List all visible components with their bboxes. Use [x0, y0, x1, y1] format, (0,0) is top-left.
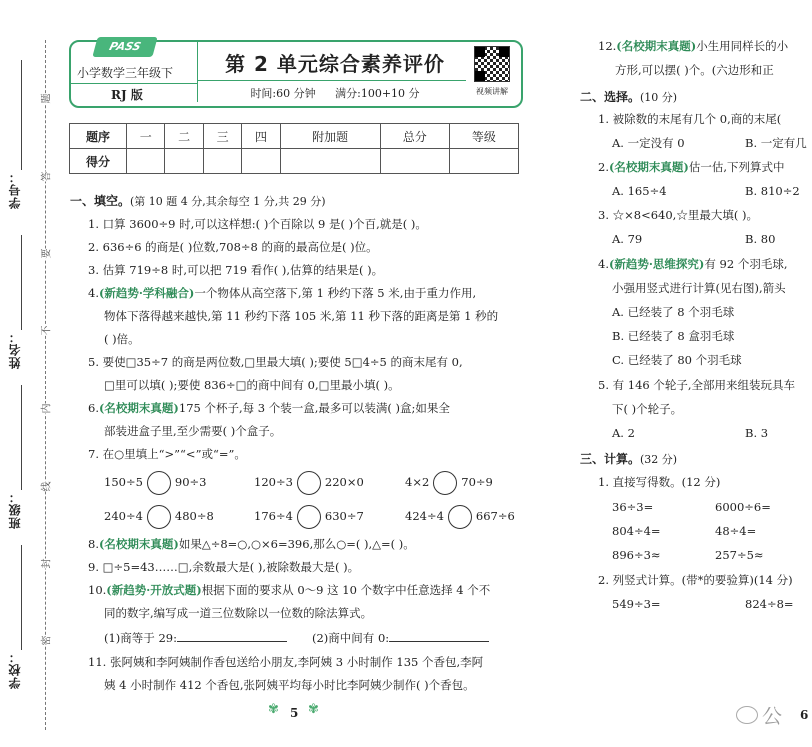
- compare-circle[interactable]: [433, 471, 457, 495]
- question-5-line: □里可以填( );要使 836÷□的商中间有 0,□里最小填( )。: [104, 378, 400, 392]
- compare-right: 630÷7: [324, 509, 364, 523]
- question-number: 6.: [88, 401, 99, 415]
- choice-option[interactable]: B. 一定有几: [745, 136, 807, 150]
- question-tag: (新趋势·思维探究): [608, 257, 705, 271]
- compare-left: 4×2: [405, 475, 430, 489]
- table-row: [70, 124, 519, 149]
- choice-option[interactable]: A. 165÷4: [612, 184, 667, 198]
- binding-char: 内: [37, 404, 54, 414]
- choice-question-4: [598, 256, 787, 272]
- section-heading: [70, 192, 326, 209]
- question-1: 1. 口算 3600÷9 时,可以这样想:( )个百除以 9 是( )个百,就是( )。: [88, 217, 427, 231]
- compare-item: [104, 505, 214, 529]
- choice-option[interactable]: A. 79: [612, 232, 643, 246]
- choice-option[interactable]: A. 2: [612, 426, 635, 440]
- exam-time: 时间:60 分钟: [250, 87, 316, 100]
- name-label: 姓名：: [8, 330, 22, 369]
- compare-circle[interactable]: [297, 505, 321, 529]
- wechat-watermark-icon: [736, 706, 758, 724]
- table-row: [70, 149, 519, 174]
- choice-question-1: 1. 被除数的末尾有几个 0,商的末尾(: [598, 112, 782, 126]
- table-cell: 附加题: [280, 124, 380, 149]
- table-cell: 题序: [70, 124, 127, 149]
- question-number: 12.: [598, 39, 617, 53]
- question-3: 3. 估算 719÷8 时,可以把 719 看作( ),估算的结果是( )。: [88, 263, 384, 277]
- binding-char: 线: [37, 482, 54, 492]
- qr-code-icon[interactable]: [474, 46, 510, 82]
- binding-margin: [0, 0, 62, 747]
- version-text: RJ 版: [111, 88, 143, 102]
- score-cell[interactable]: [449, 149, 518, 174]
- section-note: (第 10 题 4 分,其余每空 1 分,共 29 分): [130, 195, 326, 208]
- compare-item: [405, 505, 515, 529]
- question-4-line: 物体下落得越来越快,第 11 秒约下落 105 米,第 11 秒下落的距离是第 1 秒的: [104, 309, 499, 323]
- compare-right: 90÷3: [174, 475, 207, 489]
- question-10-part2: [312, 630, 489, 646]
- part-label: (1)商等于 29:: [104, 631, 177, 645]
- choice-question-5: 5. 有 146 个轮子,全部用来组装玩具车: [598, 378, 796, 392]
- compare-right: 667÷6: [475, 509, 515, 523]
- page-number-right: 6: [800, 708, 809, 722]
- question-tag: (名校期末真题): [98, 401, 179, 415]
- calc-item[interactable]: 257÷5≈: [715, 548, 764, 562]
- question-11-line: 姨 4 小时制作 412 个香包,张阿姨平均每小时比李阿姨少制作( )个香包。: [104, 678, 475, 692]
- question-number: 4.: [598, 257, 609, 271]
- school-line[interactable]: [21, 545, 22, 650]
- compare-item: [254, 505, 364, 529]
- compare-circle[interactable]: [147, 471, 171, 495]
- choice-question-2: [598, 159, 785, 175]
- compare-right: 220×0: [324, 475, 364, 489]
- binding-char: 答: [37, 172, 54, 182]
- score-cell[interactable]: [165, 149, 203, 174]
- calc-item[interactable]: 896÷3≈: [612, 548, 661, 562]
- question-tag: (新趋势·学科融合): [98, 286, 195, 300]
- compare-circle[interactable]: [448, 505, 472, 529]
- table-cell: 总分: [380, 124, 449, 149]
- compare-left: 150÷5: [104, 475, 143, 489]
- choice-option[interactable]: B. 80: [745, 232, 776, 246]
- binding-char: 题: [37, 94, 54, 104]
- question-number: 8.: [88, 537, 99, 551]
- question-tag: (名校期末真题): [98, 537, 179, 551]
- table-cell: 三: [203, 124, 241, 149]
- table-cell: 等级: [449, 124, 518, 149]
- question-tag: (新趋势·开放式题): [106, 583, 202, 597]
- question-text: 如果△÷8=○,○×6=396,那么○=( ),△=( )。: [178, 537, 415, 551]
- section-title: 三、计算。: [580, 452, 641, 466]
- school-label: 学校：: [8, 650, 22, 689]
- compare-circle[interactable]: [147, 505, 171, 529]
- calc-question-2: 2. 列竖式计算。(带*的要验算)(14 分): [598, 573, 793, 587]
- compare-right: 70÷9: [461, 475, 493, 489]
- header-divider: [197, 42, 198, 102]
- question-text: 根据下面的要求从 0～9 这 10 个数字中任意选择 4 个不: [201, 583, 491, 597]
- compare-right: 480÷8: [174, 509, 214, 523]
- question-tag: (名校期末真题): [616, 39, 697, 53]
- choice-option[interactable]: A. 一定没有 0: [612, 136, 685, 150]
- question-10-part1: [104, 630, 287, 646]
- table-cell: 得分: [70, 149, 127, 174]
- question-9: 9. □÷5=43……□,余数最大是( ),被除数最大是( )。: [88, 560, 360, 574]
- question-6-line: 部装进盒子里,至少需要( )个盒子。: [104, 424, 282, 438]
- section-note: (32 分): [640, 453, 678, 466]
- pass-logo: PASS: [92, 37, 157, 57]
- choice-option[interactable]: B. 已经装了 8 盒羽毛球: [612, 329, 735, 343]
- question-text: 175 个杯子,每 3 个装一盒,最多可以装满( )盒;如果全: [178, 401, 450, 415]
- table-cell: 二: [165, 124, 203, 149]
- calc-item[interactable]: 804÷4=: [612, 524, 661, 538]
- binding-char: 密: [37, 636, 54, 646]
- score-cell[interactable]: [242, 149, 280, 174]
- binding-dash-line: [45, 40, 46, 730]
- sprout-icon: ✾: [268, 702, 279, 717]
- question-7: 7. 在○里填上“>”“<”或“=”。: [88, 447, 246, 461]
- exam-meta: [205, 85, 465, 101]
- compare-item: [254, 471, 364, 495]
- part-label: (2)商中间有 0:: [312, 631, 390, 645]
- calc-item[interactable]: 549÷3=: [612, 597, 661, 611]
- question-8: [88, 536, 415, 552]
- compare-left: 120÷3: [254, 475, 293, 489]
- section-heading: [580, 450, 677, 467]
- section-note: (10 分): [640, 91, 678, 104]
- header-divider: [197, 80, 466, 81]
- calc-question-1: 1. 直接写得数。(12 分): [598, 475, 721, 489]
- binding-char: 要: [37, 249, 54, 259]
- question-4: [88, 285, 476, 301]
- exam-score: 满分:100+10 分: [335, 87, 420, 100]
- compare-item: [104, 471, 207, 495]
- question-11: 11. 张阿姨和李阿姨制作香包送给小朋友,李阿姨 3 小时制作 135 个香包,李阿: [88, 655, 484, 669]
- answer-line[interactable]: [177, 641, 287, 642]
- compare-circle[interactable]: [297, 471, 321, 495]
- watermark-text: 公: [762, 704, 782, 728]
- choice-option[interactable]: A. 已经装了 8 个羽毛球: [612, 305, 735, 319]
- question-text: 一个物体从高空落下,第 1 秒约下落 5 米,由于重力作用,: [194, 286, 477, 300]
- compare-left: 176÷4: [254, 509, 293, 523]
- compare-left: 424÷4: [405, 509, 444, 523]
- choice-option[interactable]: B. 810÷2: [745, 184, 800, 198]
- student-id-line[interactable]: [21, 60, 22, 170]
- question-2: 2. 636÷6 的商是( )位数,708÷8 的商的最高位是( )位。: [88, 240, 378, 254]
- choice-question-5-line: 下( )个轮子。: [612, 402, 683, 416]
- question-number: 4.: [88, 286, 99, 300]
- qr-label: 视频讲解: [476, 87, 508, 96]
- question-6: [88, 400, 450, 416]
- question-4-line: ( )倍。: [104, 332, 140, 346]
- section-title: 一、填空。: [70, 194, 131, 208]
- section-heading: [580, 88, 677, 105]
- right-question-12-line: 方形,可以摆( )个。(六边形和正: [615, 63, 774, 77]
- question-5: 5. 要使□35÷7 的商是两位数,□里最大填( );要使 5□4÷5 的商末尾有 0,: [88, 355, 463, 369]
- exam-title: 第 2 单元综合素养评价: [225, 52, 445, 76]
- right-question-12: [598, 38, 788, 54]
- choice-option[interactable]: C. 已经装了 80 个羽毛球: [612, 353, 742, 367]
- question-10-line: 同的数字,编写成一道三位数除以一位数的除法算式。: [104, 606, 373, 620]
- score-cell[interactable]: [280, 149, 380, 174]
- question-text: 有 92 个羽毛球,: [704, 257, 788, 271]
- name-line[interactable]: [21, 235, 22, 330]
- score-cell[interactable]: [203, 149, 241, 174]
- header-divider: [71, 83, 197, 84]
- table-cell: 一: [127, 124, 165, 149]
- question-text: 小生用同样长的小: [696, 39, 789, 53]
- score-cell[interactable]: [127, 149, 165, 174]
- choice-question-3: 3. ☆×8<640,☆里最大填( )。: [598, 208, 758, 222]
- student-id-label: 学号：: [8, 170, 22, 209]
- question-10: [88, 582, 490, 598]
- binding-char: 不: [37, 326, 54, 336]
- question-number: 2.: [598, 160, 609, 174]
- question-number: 10.: [88, 583, 107, 597]
- score-table: [69, 123, 519, 174]
- table-cell: 四: [242, 124, 280, 149]
- choice-question-4-line: 小强用竖式进行计算(见右图),箭头: [612, 281, 786, 295]
- grade-text: 小学数学三年级下: [77, 66, 174, 80]
- header-grade-block: [71, 58, 197, 102]
- sprout-icon: ✾: [308, 702, 319, 717]
- class-line[interactable]: [21, 385, 22, 490]
- choice-option[interactable]: B. 3: [745, 426, 769, 440]
- question-tag: (名校期末真题): [608, 160, 689, 174]
- question-text: 估一估,下列算式中: [688, 160, 785, 174]
- calc-item[interactable]: 824÷8=: [745, 597, 794, 611]
- compare-left: 240÷4: [104, 509, 143, 523]
- calc-item[interactable]: 48÷4=: [715, 524, 757, 538]
- answer-line[interactable]: [389, 641, 489, 642]
- binding-char: 封: [37, 559, 54, 569]
- calc-item[interactable]: 36÷3=: [612, 500, 654, 514]
- section-title: 二、选择。: [580, 90, 641, 104]
- calc-item[interactable]: 6000÷6=: [715, 500, 771, 514]
- page-number: 5: [290, 706, 299, 720]
- score-cell[interactable]: [380, 149, 449, 174]
- compare-item: [405, 471, 493, 495]
- class-label: 班级：: [8, 490, 22, 529]
